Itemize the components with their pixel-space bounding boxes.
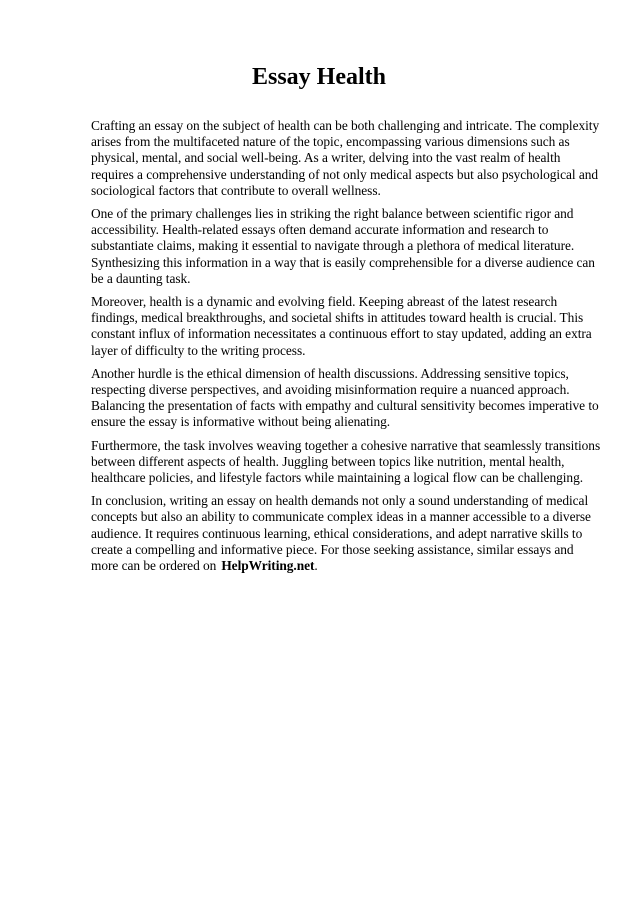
essay-body: [91, 118, 601, 581]
conclusion-text: In conclusion, writing an essay on health demands not only a sound understanding of medical concepts but also an ability to communicate complex ideas in a manner accessible to a diverse audience. It requires continuous learning, ethical considerations, and adept narrative skills to create a compelling and informative piece. For those seeking assistance, similar essays and more can be ordered on: [91, 493, 591, 574]
paragraph-5: Furthermore, the task involves weaving together a cohesive narrative that seamlessly transitions between different aspects of health. Juggling between topics like nutrition, mental health, healthcare policies, and lifestyle factors while maintaining a logical flow can be challenging.: [91, 437, 601, 486]
paragraph-4: Another hurdle is the ethical dimension of health discussions. Addressing sensitive topics, respecting diverse perspectives, and avoiding misinformation require a nuanced approach. Balancing the presentation of facts with empathy and cultural sensitivity becomes imperative to ensure the essay is informative without being alienating.: [91, 365, 599, 430]
paragraph-1: Crafting an essay on the subject of health can be both challenging and intricate. The complexity arises from the multifaceted nature of the topic, encompassing various dimensions such as physical, mental, and social well-being. As a writer, delving into the vast realm of health requires a comprehensive understanding of not only medical aspects but also psychological and sociological factors that contribute to overall wellness.: [91, 118, 600, 198]
helpwriting-link[interactable]: HelpWriting.net: [221, 558, 315, 574]
essay-title: Essay Health: [251, 64, 386, 90]
conclusion-end-punct: .: [314, 558, 318, 574]
conclusion-paragraph: [91, 493, 601, 574]
paragraph-2: One of the primary challenges lies in striking the right balance between scientific rigor and accessibility. Health-related essays often demand accurate information and research to substantiate claims, making it essential to navigate through a plethora of medical literature. Synthesizing this information in a way that is easily comprehensible for a diverse audience can be a daunting task.: [91, 206, 595, 286]
paragraph-3: Moreover, health is a dynamic and evolving field. Keeping abreast of the latest research findings, medical breakthroughs, and societal shifts in attitudes toward health is crucial. This constant influx of information necessitates a continuous effort to stay updated, adding an extra layer of difficulty to the writing process.: [91, 294, 592, 358]
